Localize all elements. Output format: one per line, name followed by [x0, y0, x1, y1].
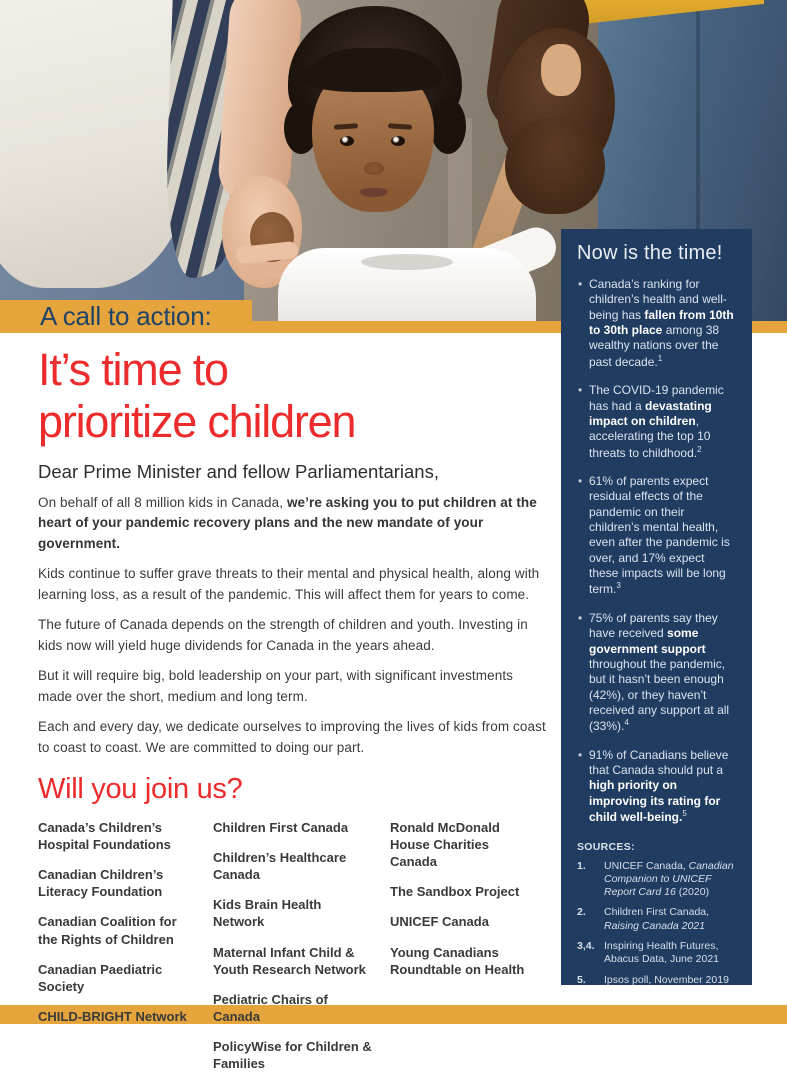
- letter-paragraph: Each and every day, we dedicate ourselves to improving the lives of kids from coast to coast to coast. We are committed to doing our part.: [38, 719, 546, 755]
- letter-column: [38, 333, 550, 1085]
- sources-list: [577, 860, 736, 988]
- letter-paragraph: On behalf of all 8 million kids in Canada, we’re asking you to put children at the heart of your pandemic recovery plans and the new mandate of your government.: [38, 495, 537, 551]
- organization-name: Canada’s Children’s Hospital Foundations: [38, 819, 171, 852]
- source-number: 5.: [577, 973, 586, 986]
- sidebar-title: Now is the time!: [577, 242, 723, 264]
- source-text: Children First Canada, Raising Canada 2021: [604, 906, 710, 932]
- organization-name: Ronald McDonald House Charities Canada: [390, 819, 500, 870]
- source-item: [577, 940, 736, 967]
- photo-child-eye: [340, 136, 354, 146]
- source-number: 3,4.: [577, 940, 595, 953]
- source-text: UNICEF Canada, Canadian Companion to UNICEF Report Card 16 (2020): [604, 859, 734, 899]
- sidebar-bullet: • 91% of Canadians believe that Canada should put a high priority on improving its rating for child well-being.$^5$: [577, 748, 736, 826]
- sidebar-bullet: • Canada’s ranking for children’s health and well-being has fallen from 10th to 30th place among 38 wealthy nations over the past decade.$^1$: [577, 277, 736, 370]
- photo-child-nose: [364, 162, 384, 175]
- sidebar-now-is-the-time: [561, 229, 752, 985]
- source-item: [577, 860, 736, 900]
- organization-name: Maternal Infant Child & Youth Research Network: [213, 944, 366, 977]
- call-to-action-banner: [0, 300, 252, 333]
- organization-name: Canadian Children’s Literacy Foundation: [38, 867, 164, 900]
- organizations-column: [38, 819, 213, 1085]
- letter-paragraph: Kids continue to suffer grave threats to their mental and physical health, along with learning loss, as a result of the pandemic. This will affect them for years to come.: [38, 566, 540, 602]
- source-item: [577, 974, 736, 987]
- organization-name: Young Canadians Roundtable on Health: [390, 944, 525, 977]
- source-number: 2.: [577, 906, 586, 919]
- organization-name: Canadian Coalition for the Rights of Children: [38, 914, 177, 947]
- organization-name: Children’s Healthcare Canada: [213, 849, 347, 883]
- sidebar-bullet: • 75% of parents say they have received some government support throughout the pandemic, but it hasn’t been enough (42%), or they haven’t received any support at all (33%).$^4$: [577, 611, 736, 735]
- organizations-list: [38, 819, 550, 1085]
- organization-name: Children First Canada: [213, 819, 349, 835]
- source-item: [577, 906, 736, 933]
- banner-label: A call to action:: [40, 301, 212, 331]
- page-title: [38, 344, 550, 448]
- salutation: Dear Prime Minister and fellow Parliamentarians,: [38, 460, 439, 482]
- photo-child-right-hand: [541, 44, 581, 96]
- headline-line2: prioritize children: [38, 395, 356, 447]
- photo-right-adult-fingers: [505, 118, 605, 214]
- organization-name: The Sandbox Project: [390, 884, 520, 900]
- source-text: Inspiring Health Futures, Abacus Data, June 2021: [604, 940, 719, 966]
- sidebar-bullet: • The COVID-19 pandemic has had a devastating impact on children, accelerating the top 10 threats to childhood.$^2$: [577, 383, 736, 461]
- headline-line1: It’s time to: [38, 344, 228, 395]
- organization-name: UNICEF Canada: [390, 914, 489, 930]
- photo-child-eye: [391, 136, 405, 146]
- organization-name: CHILD-BRIGHT Network: [38, 1009, 187, 1024]
- organization-name: Canadian Paediatric Society: [38, 961, 163, 994]
- sidebar-bullet-list: [577, 277, 736, 826]
- organizations-column: [390, 819, 546, 1085]
- sidebar-bullet: • 61% of parents expect residual effects of the pandemic on their children’s mental health, even after the pandemic is over, and 17% expect these impacts will be long term.$^3$: [577, 474, 736, 598]
- organization-name: PolicyWise for Children & Families: [213, 1039, 372, 1072]
- letter-paragraph: But it will require big, bold leadership on your part, with significant investments made over the short, medium and long term.: [38, 668, 514, 704]
- photo-left-adult-shirt: [0, 0, 194, 288]
- organization-name: Pediatric Chairs of Canada: [213, 991, 328, 1024]
- source-text: Ipsos poll, November 2019: [604, 973, 729, 986]
- letter-paragraph: The future of Canada depends on the strength of children and youth. Investing in kids now will yield huge dividends for Canada in the years ahead.: [38, 617, 528, 653]
- letter-body: [38, 493, 550, 758]
- organization-name: Kids Brain Health Network: [213, 897, 322, 930]
- join-heading: Will you join us?: [38, 772, 243, 805]
- source-number: 1.: [577, 859, 586, 872]
- sources-label: SOURCES:: [577, 840, 635, 853]
- organizations-column: [213, 819, 390, 1085]
